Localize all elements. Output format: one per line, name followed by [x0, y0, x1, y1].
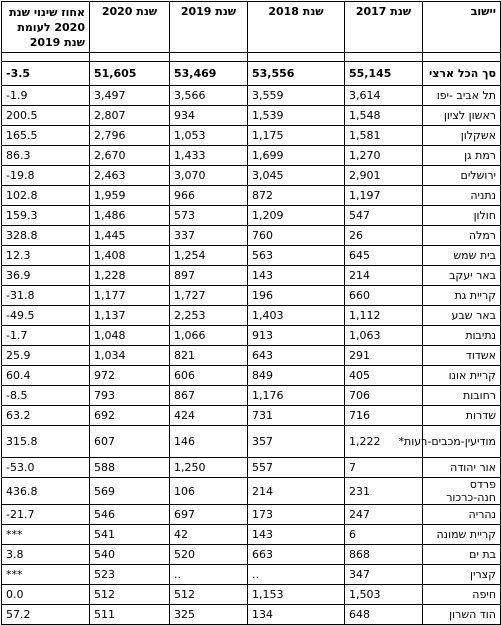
- total-2020: 51,605: [90, 62, 170, 86]
- header-change: אחוז שינוי שנת 2020 לעומת שנת 2019: [2, 2, 90, 53]
- value-2020-cell: 569: [90, 478, 170, 505]
- value-2018-cell: 134: [248, 605, 345, 625]
- value-2017-cell: 405: [345, 366, 423, 386]
- value-2019-cell: 325: [170, 605, 248, 625]
- value-2020-cell: 1,137: [90, 306, 170, 326]
- value-2017-cell: 868: [345, 545, 423, 565]
- table-row: [2, 478, 501, 505]
- change-cell: -8.5: [2, 386, 90, 406]
- table-row: [2, 565, 501, 585]
- change-cell: 328.8: [2, 226, 90, 246]
- locality-cell: רמלה: [423, 226, 501, 246]
- locality-cell: בת ים: [423, 545, 501, 565]
- change-cell: 57.2: [2, 605, 90, 625]
- locality-cell: קצרין: [423, 565, 501, 585]
- table-row: [2, 326, 501, 346]
- value-2020-cell: 2,796: [90, 126, 170, 146]
- value-2020-cell: 2,670: [90, 146, 170, 166]
- value-2019-cell: 424: [170, 406, 248, 426]
- table-row: [2, 458, 501, 478]
- value-2019-cell: 106: [170, 478, 248, 505]
- locality-cell: חיפה: [423, 585, 501, 605]
- change-cell: 63.2: [2, 406, 90, 426]
- header-2017: שנת 2017: [345, 2, 423, 53]
- value-2017-cell: 214: [345, 266, 423, 286]
- change-cell: 86.3: [2, 146, 90, 166]
- value-2018-cell: 357: [248, 426, 345, 458]
- value-2019-cell: 821: [170, 346, 248, 366]
- table-row: [2, 86, 501, 106]
- value-2020-cell: 2,463: [90, 166, 170, 186]
- value-2017-cell: 1,548: [345, 106, 423, 126]
- table-row: [2, 545, 501, 565]
- change-cell: 159.3: [2, 206, 90, 226]
- change-cell: ***: [2, 525, 90, 545]
- value-2017-cell: 1,503: [345, 585, 423, 605]
- table-row: [2, 106, 501, 126]
- change-cell: 436.8: [2, 478, 90, 505]
- value-2018-cell: 1,699: [248, 146, 345, 166]
- change-cell: 200.5: [2, 106, 90, 126]
- value-2019-cell: 1,066: [170, 326, 248, 346]
- value-2019-cell: 1,250: [170, 458, 248, 478]
- value-2017-cell: 1,222: [345, 426, 423, 458]
- table-row: [2, 286, 501, 306]
- value-2018-cell: 3,045: [248, 166, 345, 186]
- table-row: [2, 186, 501, 206]
- change-cell: 60.4: [2, 366, 90, 386]
- value-2017-cell: 3,614: [345, 86, 423, 106]
- value-2019-cell: 3,566: [170, 86, 248, 106]
- table-row: [2, 346, 501, 366]
- locality-cell: בית שמש: [423, 246, 501, 266]
- value-2020-cell: 541: [90, 525, 170, 545]
- value-2018-cell: 1,176: [248, 386, 345, 406]
- locality-cell: קריית שמונה: [423, 525, 501, 545]
- value-2017-cell: 706: [345, 386, 423, 406]
- change-cell: -1.7: [2, 326, 90, 346]
- value-2017-cell: 660: [345, 286, 423, 306]
- value-2017-cell: 648: [345, 605, 423, 625]
- value-2019-cell: 1,053: [170, 126, 248, 146]
- value-2017-cell: 2,901: [345, 166, 423, 186]
- value-2019-cell: 1,433: [170, 146, 248, 166]
- value-2019-cell: 966: [170, 186, 248, 206]
- table-row: [2, 146, 501, 166]
- value-2018-cell: 1,539: [248, 106, 345, 126]
- value-2018-cell: 214: [248, 478, 345, 505]
- locality-cell: תל אביב -יפו: [423, 86, 501, 106]
- header-locality: יישוב: [423, 2, 501, 53]
- table-container: [1, 1, 500, 625]
- value-2020-cell: 1,177: [90, 286, 170, 306]
- value-2020-cell: 1,445: [90, 226, 170, 246]
- value-2019-cell: 42: [170, 525, 248, 545]
- table-row: [2, 585, 501, 605]
- value-2018-cell: 1,403: [248, 306, 345, 326]
- value-2019-cell: 520: [170, 545, 248, 565]
- value-2019-cell: 606: [170, 366, 248, 386]
- value-2018-cell: 663: [248, 545, 345, 565]
- value-2019-cell: 512: [170, 585, 248, 605]
- value-2018-cell: 557: [248, 458, 345, 478]
- spacer-row: [2, 53, 501, 62]
- table-row: [2, 306, 501, 326]
- value-2018-cell: 1,153: [248, 585, 345, 605]
- change-cell: ***: [2, 565, 90, 585]
- change-cell: 315.8: [2, 426, 90, 458]
- locality-cell: ראשון לציון: [423, 106, 501, 126]
- change-cell: 0.0: [2, 585, 90, 605]
- value-2019-cell: 1,254: [170, 246, 248, 266]
- value-2020-cell: 1,048: [90, 326, 170, 346]
- table-row: [2, 426, 501, 458]
- value-2019-cell: 573: [170, 206, 248, 226]
- value-2020-cell: 2,807: [90, 106, 170, 126]
- value-2018-cell: 849: [248, 366, 345, 386]
- value-2017-cell: 1,112: [345, 306, 423, 326]
- locality-cell: פרדס חנה-כרכור: [423, 478, 501, 505]
- value-2020-cell: 1,034: [90, 346, 170, 366]
- value-2018-cell: 1,175: [248, 126, 345, 146]
- table-row: [2, 226, 501, 246]
- value-2019-cell: 1,727: [170, 286, 248, 306]
- value-2017-cell: 1,197: [345, 186, 423, 206]
- locality-cell: ירושלים: [423, 166, 501, 186]
- change-cell: -31.8: [2, 286, 90, 306]
- value-2017-cell: 231: [345, 478, 423, 505]
- table-row: [2, 166, 501, 186]
- locality-cell: אשקלון: [423, 126, 501, 146]
- header-2020: שנת 2020: [90, 2, 170, 53]
- value-2017-cell: 26: [345, 226, 423, 246]
- value-2018-cell: 143: [248, 525, 345, 545]
- locality-cell: אור יהודה: [423, 458, 501, 478]
- change-cell: -49.5: [2, 306, 90, 326]
- locality-cell: רחובות: [423, 386, 501, 406]
- value-2018-cell: 731: [248, 406, 345, 426]
- value-2019-cell: ..: [170, 565, 248, 585]
- value-2019-cell: 897: [170, 266, 248, 286]
- value-2020-cell: 1,408: [90, 246, 170, 266]
- table-row: [2, 266, 501, 286]
- value-2019-cell: 3,070: [170, 166, 248, 186]
- change-cell: 12.3: [2, 246, 90, 266]
- value-2020-cell: 511: [90, 605, 170, 625]
- change-cell: -53.0: [2, 458, 90, 478]
- value-2018-cell: 1,209: [248, 206, 345, 226]
- value-2020-cell: 512: [90, 585, 170, 605]
- value-2017-cell: 547: [345, 206, 423, 226]
- value-2019-cell: 697: [170, 505, 248, 525]
- value-2018-cell: 913: [248, 326, 345, 346]
- locality-cell: קריית אונו: [423, 366, 501, 386]
- value-2017-cell: 347: [345, 565, 423, 585]
- value-2018-cell: ..: [248, 565, 345, 585]
- header-2019: שנת 2019: [170, 2, 248, 53]
- value-2017-cell: 645: [345, 246, 423, 266]
- value-2020-cell: 793: [90, 386, 170, 406]
- value-2017-cell: 1,063: [345, 326, 423, 346]
- table-row: [2, 366, 501, 386]
- value-2017-cell: 6: [345, 525, 423, 545]
- locality-cell: נתניה: [423, 186, 501, 206]
- locality-cell: שדרות: [423, 406, 501, 426]
- table-row: [2, 246, 501, 266]
- value-2020-cell: 1,486: [90, 206, 170, 226]
- total-label: סך הכל ארצי: [423, 62, 501, 86]
- change-cell: 25.9: [2, 346, 90, 366]
- value-2020-cell: 546: [90, 505, 170, 525]
- value-2020-cell: 692: [90, 406, 170, 426]
- change-cell: -21.7: [2, 505, 90, 525]
- locality-cell: רמת גן: [423, 146, 501, 166]
- construction-starts-table: [1, 1, 501, 625]
- value-2017-cell: 1,581: [345, 126, 423, 146]
- value-2020-cell: 3,497: [90, 86, 170, 106]
- value-2017-cell: 716: [345, 406, 423, 426]
- value-2018-cell: 173: [248, 505, 345, 525]
- value-2020-cell: 588: [90, 458, 170, 478]
- value-2019-cell: 2,253: [170, 306, 248, 326]
- locality-cell: נהריה: [423, 505, 501, 525]
- locality-cell: באר שבע: [423, 306, 501, 326]
- value-2018-cell: 3,559: [248, 86, 345, 106]
- value-2017-cell: 7: [345, 458, 423, 478]
- total-2017: 55,145: [345, 62, 423, 86]
- header-row: [2, 2, 501, 53]
- locality-cell: מודיעין-מכבים-רעות*: [423, 426, 501, 458]
- table-row: [2, 126, 501, 146]
- change-cell: 3.8: [2, 545, 90, 565]
- locality-cell: נתיבות: [423, 326, 501, 346]
- value-2020-cell: 540: [90, 545, 170, 565]
- value-2018-cell: 643: [248, 346, 345, 366]
- change-cell: 36.9: [2, 266, 90, 286]
- change-cell: 165.5: [2, 126, 90, 146]
- total-2018: 53,556: [248, 62, 345, 86]
- value-2017-cell: 247: [345, 505, 423, 525]
- total-2019: 53,469: [170, 62, 248, 86]
- value-2017-cell: 291: [345, 346, 423, 366]
- value-2018-cell: 196: [248, 286, 345, 306]
- table-row: [2, 605, 501, 625]
- locality-cell: חולון: [423, 206, 501, 226]
- table-row: [2, 525, 501, 545]
- value-2020-cell: 607: [90, 426, 170, 458]
- locality-cell: אשדוד: [423, 346, 501, 366]
- table-row: [2, 386, 501, 406]
- value-2020-cell: 1,959: [90, 186, 170, 206]
- value-2019-cell: 934: [170, 106, 248, 126]
- table-row: [2, 206, 501, 226]
- total-row: [2, 62, 501, 86]
- header-2018: שנת 2018: [248, 2, 345, 53]
- value-2020-cell: 972: [90, 366, 170, 386]
- locality-cell: הוד השרון: [423, 605, 501, 625]
- locality-cell: קריית גת: [423, 286, 501, 306]
- table-row: [2, 505, 501, 525]
- change-cell: -1.9: [2, 86, 90, 106]
- value-2019-cell: 867: [170, 386, 248, 406]
- value-2018-cell: 872: [248, 186, 345, 206]
- value-2020-cell: 1,228: [90, 266, 170, 286]
- value-2018-cell: 143: [248, 266, 345, 286]
- locality-cell: באר יעקב: [423, 266, 501, 286]
- value-2018-cell: 563: [248, 246, 345, 266]
- value-2019-cell: 146: [170, 426, 248, 458]
- total-change: -3.5: [2, 62, 90, 86]
- change-cell: 102.8: [2, 186, 90, 206]
- value-2019-cell: 337: [170, 226, 248, 246]
- value-2020-cell: 523: [90, 565, 170, 585]
- table-row: [2, 406, 501, 426]
- change-cell: -19.8: [2, 166, 90, 186]
- value-2017-cell: 1,270: [345, 146, 423, 166]
- value-2018-cell: 760: [248, 226, 345, 246]
